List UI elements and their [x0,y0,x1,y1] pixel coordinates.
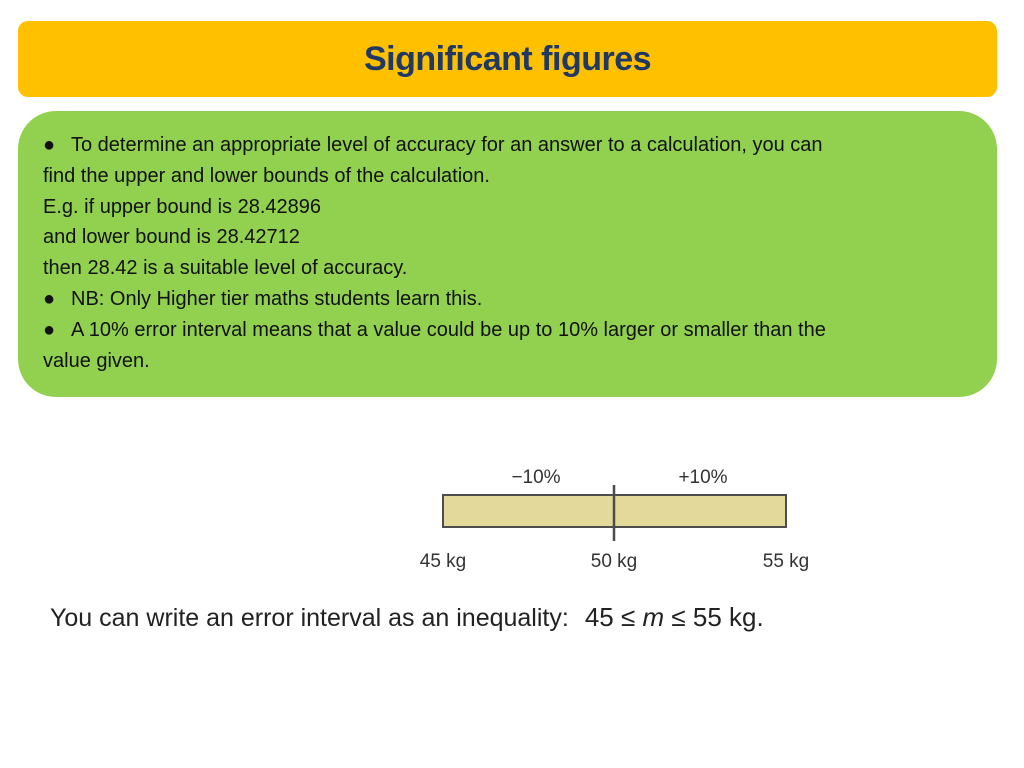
info-text-line: NB: Only Higher tier maths students learn this. [71,287,483,310]
info-text-line: and lower bound is 28.42712 [43,226,300,249]
lower-bound-label: 45 kg [419,551,467,572]
bullet-item [43,284,977,315]
inequality-variable: m [642,602,665,632]
plus-percent-label: +10% [678,467,728,488]
page-title: Significant figures [363,39,652,78]
inequality-text: You can write an error interval as an inequality: [50,604,569,632]
midpoint-label: 50 kg [590,551,638,572]
info-text-line: then 28.42 is a suitable level of accuracy. [43,257,408,280]
info-text-line: value given. [43,349,150,372]
info-box [18,111,997,397]
title-bar [18,21,997,97]
info-text-line: E.g. if upper bound is 28.42896 [43,195,321,218]
info-text-line: To determine an appropriate level of accuracy for an answer to a calculation, you can [71,134,823,156]
inequality-expression [585,602,764,632]
bullet-icon: ● [43,318,56,341]
bullet-item [43,315,977,346]
bullet-icon: ● [43,287,56,310]
inequality-statement [50,602,764,633]
le-symbol: ≤ [671,602,686,632]
minus-percent-label: −10% [511,467,561,488]
bullet-item [43,130,977,161]
info-text-line: A 10% error interval means that a value could be up to 10% larger or smaller than the [71,318,826,341]
inequality-lower: 45 [584,602,614,632]
le-symbol: ≤ [620,602,636,632]
info-text-line: find the upper and lower bounds of the calculation. [43,164,490,187]
error-interval-diagram [400,455,840,585]
upper-bound-label: 55 kg [762,551,810,572]
inequality-upper: 55 kg. [692,602,764,632]
bullet-icon: ● [43,134,56,156]
